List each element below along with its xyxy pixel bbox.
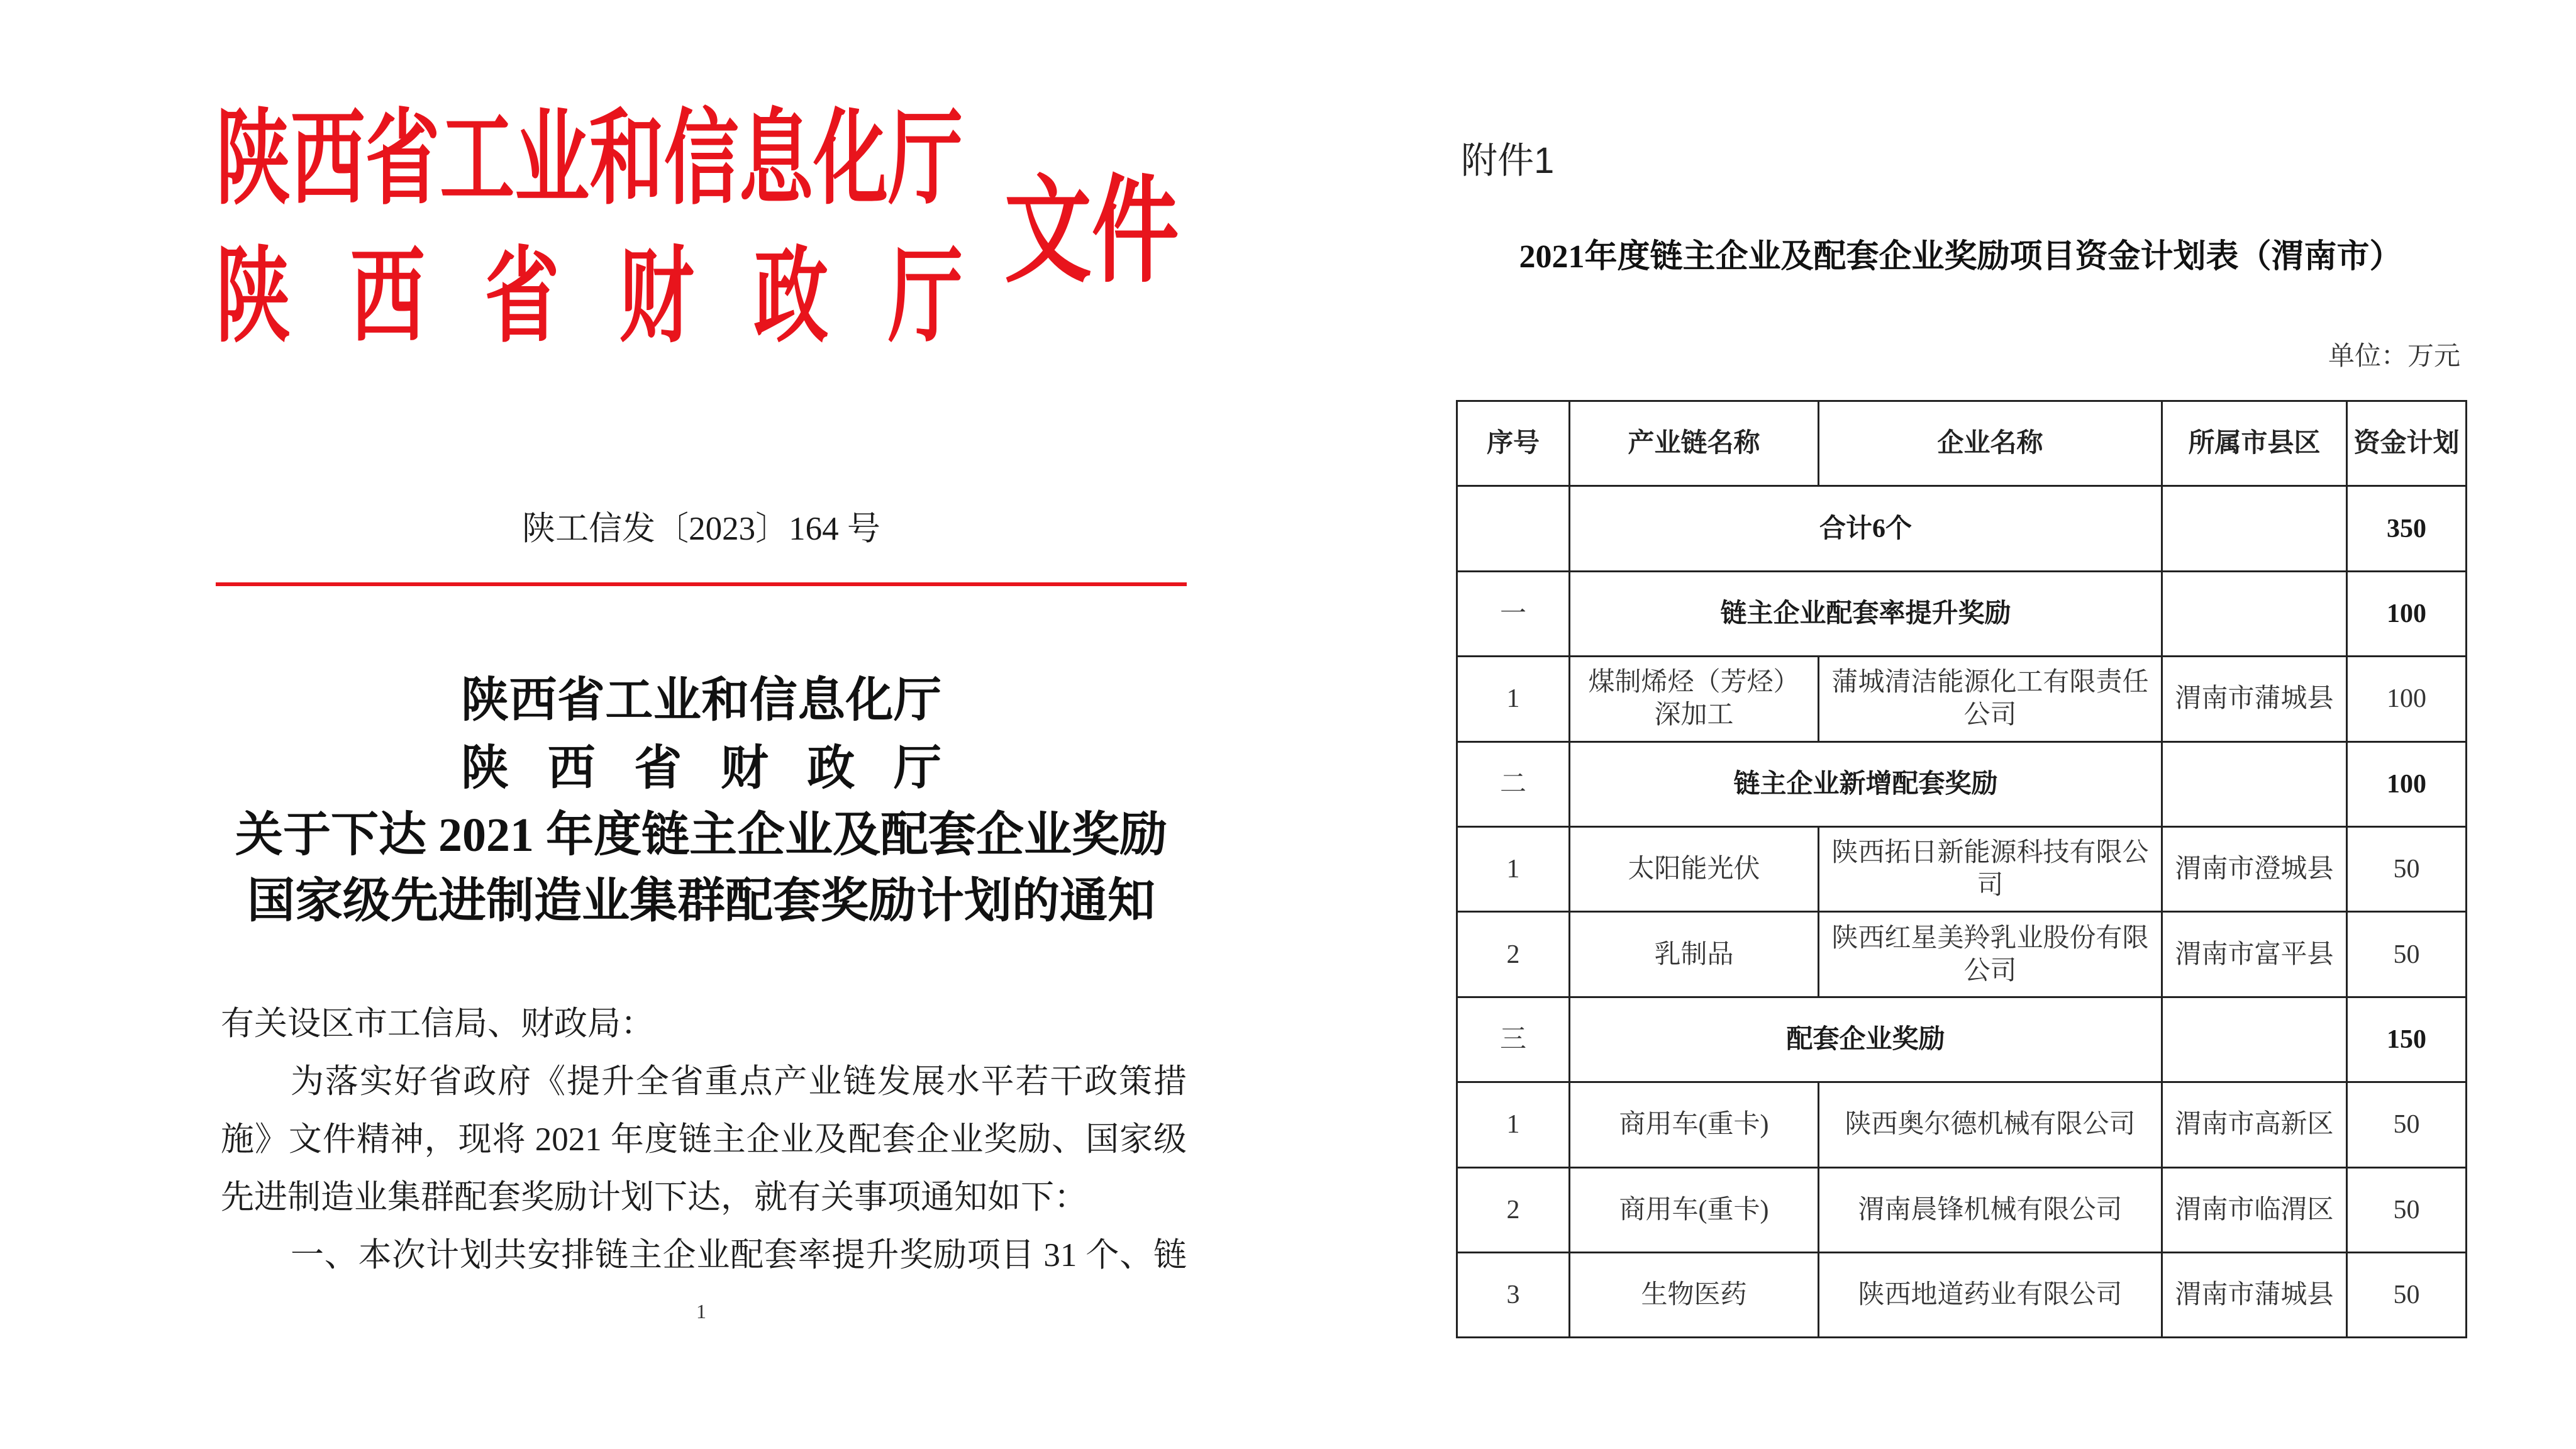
amount-cell: 350 bbox=[2347, 486, 2467, 571]
amount-cell: 150 bbox=[2347, 997, 2467, 1082]
red-header-org-line-2: 陕 西 省 财 政 厅 bbox=[216, 240, 963, 355]
district-cell bbox=[2162, 486, 2347, 571]
salutation: 有关设区市工信局、财政局： bbox=[221, 1006, 654, 1042]
district-cell: 渭南市富平县 bbox=[2162, 912, 2347, 997]
table-row bbox=[1457, 1167, 2467, 1252]
row-number-cell: 一 bbox=[1457, 571, 1570, 656]
body-text-line: 一、本次计划共安排链主企业配套率提升奖励项目 31 个、链 bbox=[291, 1237, 1187, 1274]
red-divider-rule bbox=[216, 582, 1187, 586]
table-header bbox=[1457, 401, 2467, 486]
column-header-industry-chain: 产业链名称 bbox=[1570, 401, 1819, 486]
table-row bbox=[1457, 912, 2467, 997]
row-number-cell: 1 bbox=[1457, 657, 1570, 741]
table-body bbox=[1457, 486, 2467, 1338]
company-cell: 蒲城清洁能源化工有限责任公司 bbox=[1819, 657, 2162, 741]
district-cell bbox=[2162, 997, 2347, 1082]
category-label-cell: 链主企业配套率提升奖励 bbox=[1570, 571, 2162, 656]
industry-chain-cell: 煤制烯烃（芳烃）深加工 bbox=[1570, 657, 1819, 741]
right-page-attachment bbox=[1288, 0, 2576, 1449]
company-cell: 陕西奥尔德机械有限公司 bbox=[1819, 1082, 2162, 1167]
table-total-row bbox=[1457, 486, 2467, 571]
amount-cell: 50 bbox=[2347, 826, 2467, 911]
row-number-cell bbox=[1457, 486, 1570, 571]
notice-title-line-1: 陕西省工业和信息化厅 bbox=[461, 674, 941, 727]
amount-cell: 50 bbox=[2347, 912, 2467, 997]
company-cell: 陕西地道药业有限公司 bbox=[1819, 1252, 2162, 1337]
total-label-cell: 合计6个 bbox=[1570, 486, 2162, 571]
district-cell: 渭南市蒲城县 bbox=[2162, 1252, 2347, 1337]
table-row bbox=[1457, 1252, 2467, 1337]
body-text-line: 施》文件精神，现将 2021 年度链主企业及配套企业奖励、国家级 bbox=[221, 1121, 1187, 1158]
row-number-cell: 三 bbox=[1457, 997, 1570, 1082]
table-row bbox=[1457, 1082, 2467, 1167]
district-cell: 渭南市蒲城县 bbox=[2162, 657, 2347, 741]
table-row bbox=[1457, 657, 2467, 741]
category-label-cell: 配套企业奖励 bbox=[1570, 997, 2162, 1082]
table-category-row bbox=[1457, 571, 2467, 656]
company-cell: 陕西拓日新能源科技有限公司 bbox=[1819, 826, 2162, 911]
amount-cell: 50 bbox=[2347, 1252, 2467, 1337]
table-title: 2021年度链主企业及配套企业奖励项目资金计划表（渭南市） bbox=[1519, 239, 2402, 275]
company-cell: 渭南晨锋机械有限公司 bbox=[1819, 1167, 2162, 1252]
attachment-label: 附件1 bbox=[1461, 140, 1555, 181]
row-number-cell: 2 bbox=[1457, 1167, 1570, 1252]
amount-cell: 100 bbox=[2347, 741, 2467, 826]
notice-title-line-4: 国家级先进制造业集群配套奖励计划的通知 bbox=[247, 875, 1155, 928]
row-number-cell: 二 bbox=[1457, 741, 1570, 826]
district-cell: 渭南市临渭区 bbox=[2162, 1167, 2347, 1252]
row-number-cell: 3 bbox=[1457, 1252, 1570, 1337]
column-header-district: 所属市县区 bbox=[2162, 401, 2347, 486]
unit-note: 单位：万元 bbox=[2328, 342, 2460, 371]
table-header-row bbox=[1457, 401, 2467, 486]
table-row bbox=[1457, 826, 2467, 911]
table-category-row bbox=[1457, 997, 2467, 1082]
page-number: 1 bbox=[696, 1300, 706, 1323]
amount-cell: 100 bbox=[2347, 657, 2467, 741]
district-cell bbox=[2162, 741, 2347, 826]
column-header-company: 企业名称 bbox=[1819, 401, 2162, 486]
body-text-line: 为落实好省政府《提升全省重点产业链发展水平若干政策措 bbox=[291, 1063, 1187, 1100]
industry-chain-cell: 商用车(重卡) bbox=[1570, 1167, 1819, 1252]
column-header-serial-number: 序号 bbox=[1457, 401, 1570, 486]
industry-chain-cell: 商用车(重卡) bbox=[1570, 1082, 1819, 1167]
red-header-doc-type: 文件 bbox=[1004, 168, 1179, 297]
amount-cell: 50 bbox=[2347, 1082, 2467, 1167]
row-number-cell: 1 bbox=[1457, 826, 1570, 911]
funding-plan-table bbox=[1456, 400, 2467, 1338]
industry-chain-cell: 乳制品 bbox=[1570, 912, 1819, 997]
row-number-cell: 2 bbox=[1457, 912, 1570, 997]
industry-chain-cell: 太阳能光伏 bbox=[1570, 826, 1819, 911]
notice-title-line-2: 陕 西 省 财 政 厅 bbox=[461, 742, 941, 795]
document-number: 陕工信发〔2023〕164 号 bbox=[522, 511, 880, 547]
district-cell: 渭南市澄城县 bbox=[2162, 826, 2347, 911]
amount-cell: 50 bbox=[2347, 1167, 2467, 1252]
industry-chain-cell: 生物医药 bbox=[1570, 1252, 1819, 1337]
row-number-cell: 1 bbox=[1457, 1082, 1570, 1167]
category-label-cell: 链主企业新增配套奖励 bbox=[1570, 741, 2162, 826]
notice-title-line-3: 关于下达 2021 年度链主企业及配套企业奖励 bbox=[235, 809, 1167, 862]
column-header-funding-plan: 资金计划 bbox=[2347, 401, 2467, 486]
table-category-row bbox=[1457, 741, 2467, 826]
district-cell bbox=[2162, 571, 2347, 656]
amount-cell: 100 bbox=[2347, 571, 2467, 656]
body-text-line: 先进制造业集群配套奖励计划下达，就有关事项通知如下： bbox=[221, 1179, 1087, 1216]
company-cell: 陕西红星美羚乳业股份有限公司 bbox=[1819, 912, 2162, 997]
red-header-org-line-1: 陕西省工业和信息化厅 bbox=[216, 102, 963, 217]
district-cell: 渭南市高新区 bbox=[2162, 1082, 2347, 1167]
